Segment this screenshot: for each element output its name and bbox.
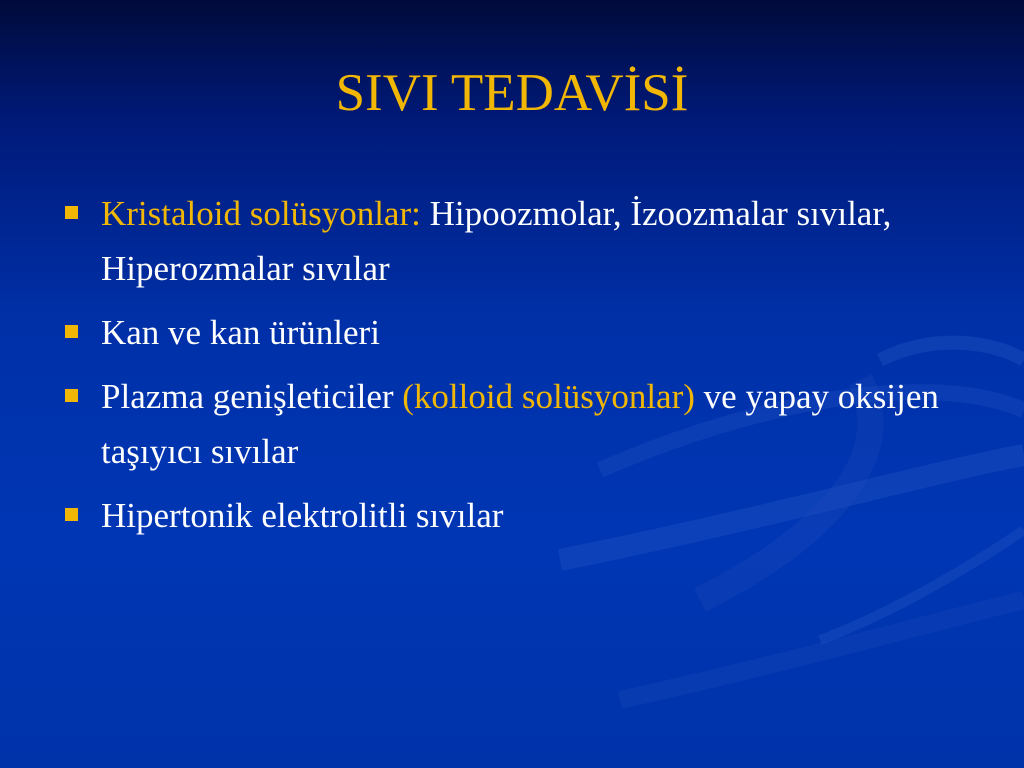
bullet-text: ve yapay oksijen taşıyıcı sıvılar <box>101 377 939 471</box>
highlighted-text: Kristaloid solüsyonlar: <box>101 194 421 233</box>
bullet-list <box>62 186 982 552</box>
bullet-text: Hipertonik elektrolitli sıvılar <box>101 496 504 535</box>
highlighted-text: (kolloid solüsyonlar) <box>402 377 695 416</box>
square-bullet-icon <box>65 508 78 521</box>
list-item <box>62 488 982 543</box>
slide-title: SIVI TEDAVİSİ <box>335 64 689 122</box>
square-bullet-icon <box>65 206 78 219</box>
square-bullet-icon <box>65 389 78 402</box>
bullet-text: Kan ve kan ürünleri <box>101 313 380 352</box>
list-item <box>62 186 982 296</box>
list-item <box>62 369 982 479</box>
bullet-text: Plazma genişleticiler <box>101 377 403 416</box>
square-bullet-icon <box>65 325 78 338</box>
list-item <box>62 305 982 360</box>
bullet-text: Hipoozmolar, İzoozmalar sıvılar, Hiperozmalar sıvılar <box>101 194 892 288</box>
